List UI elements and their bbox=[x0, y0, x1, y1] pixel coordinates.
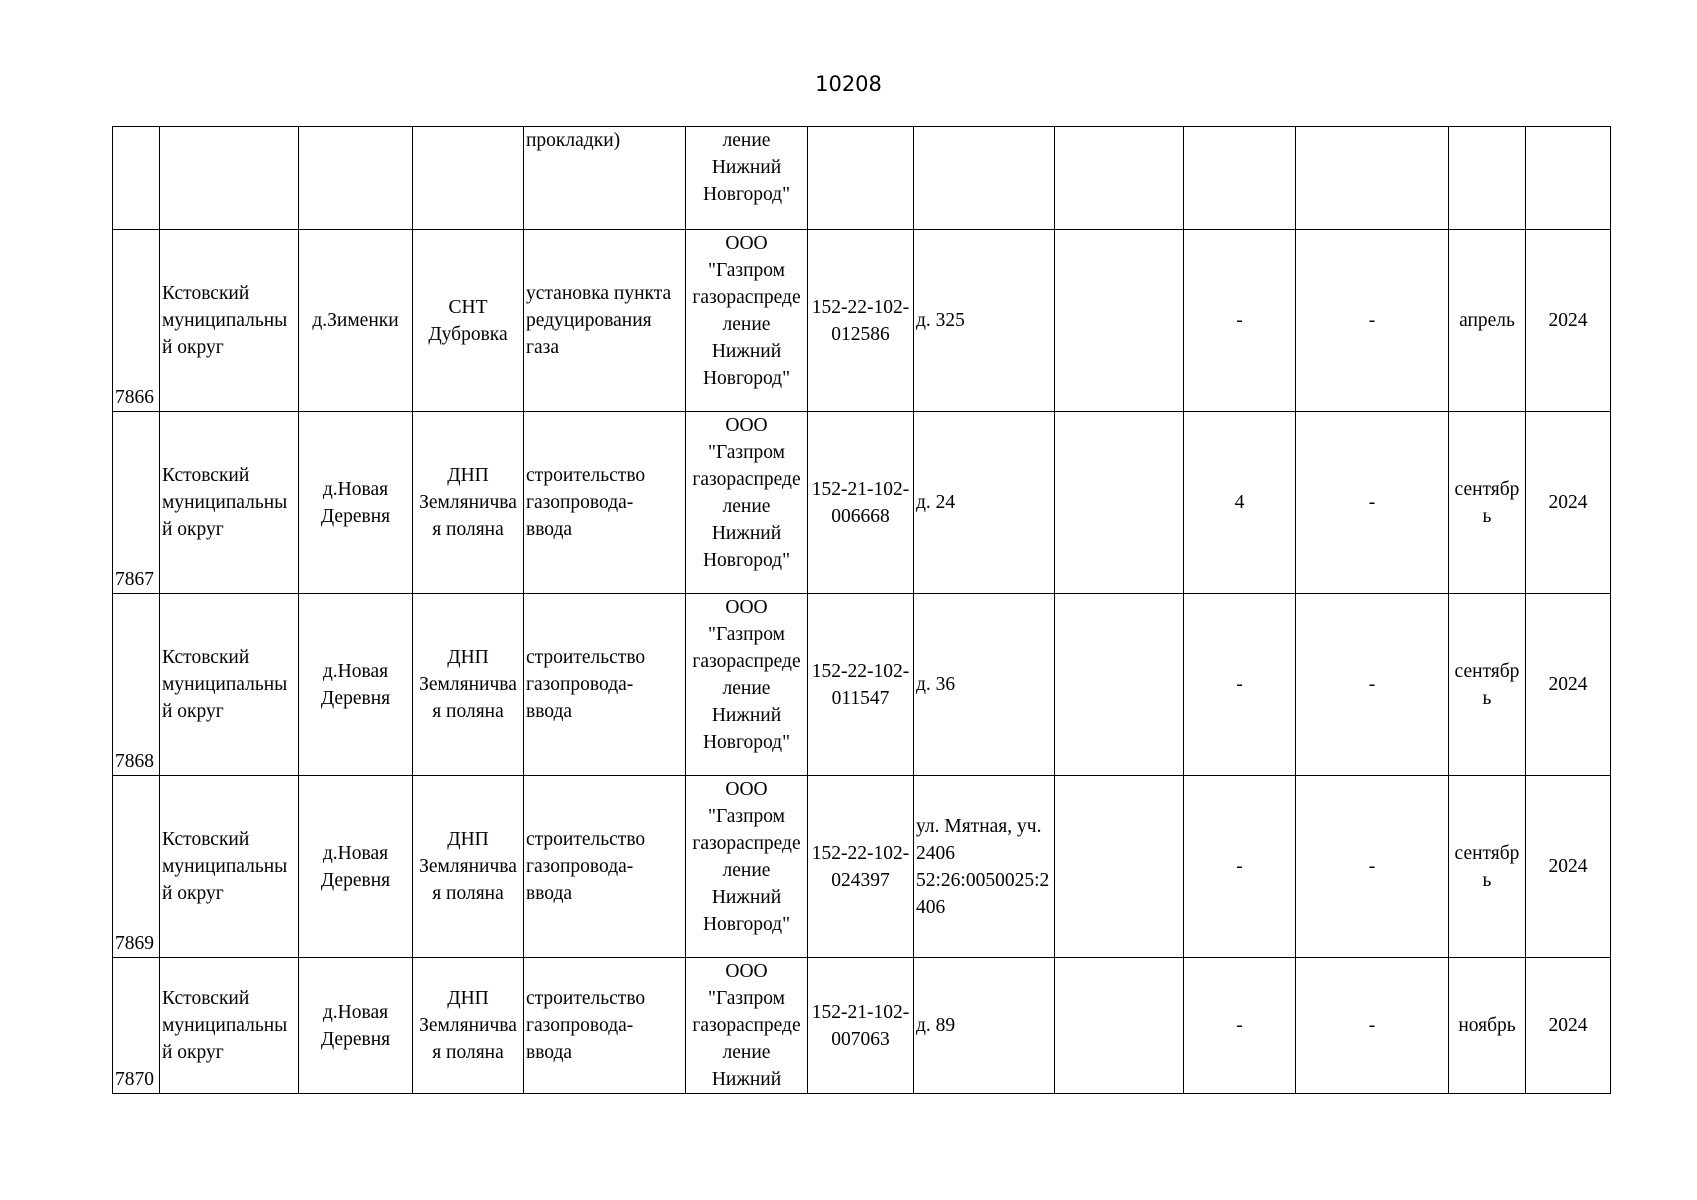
cell-org-line: Новгород" bbox=[702, 368, 791, 389]
cell-site-line: Земляничва bbox=[419, 1015, 517, 1036]
cell-settlement-line: Деревня bbox=[320, 1028, 391, 1050]
cell-work-line: редуцирования bbox=[526, 310, 652, 331]
cell-month-line: апрель bbox=[1459, 310, 1515, 331]
cell-work bbox=[524, 958, 686, 1094]
cell-address-line: 2406 bbox=[916, 842, 955, 864]
cell-code-line: 006668 bbox=[831, 505, 890, 527]
cell-org-line: Нижний bbox=[711, 705, 782, 726]
cell-org bbox=[686, 958, 808, 1094]
cell-site bbox=[413, 776, 524, 958]
cell-code bbox=[808, 776, 914, 958]
cell-col9 bbox=[1055, 958, 1184, 1094]
cell-work-line: газопровода- bbox=[526, 1015, 634, 1036]
cell-org-line: ление bbox=[722, 860, 771, 881]
cell-work-line: газопровода- bbox=[526, 674, 634, 695]
cell-site bbox=[413, 230, 524, 412]
cell-col11: - bbox=[1296, 776, 1449, 958]
cell-site-line: я поляна bbox=[432, 1042, 504, 1063]
cell-work-line: ввода bbox=[526, 519, 573, 540]
cell-site-line: ДНП bbox=[447, 647, 489, 668]
cell-address-line: д. 325 bbox=[916, 310, 965, 331]
cell-code-line: 152-22-102- bbox=[811, 660, 910, 682]
cell-code-line: 012586 bbox=[831, 323, 890, 345]
cell-address bbox=[914, 230, 1055, 412]
cell-org-line: газораспреде bbox=[692, 469, 801, 490]
cell-code-line: 024397 bbox=[831, 869, 890, 891]
cell-month-line: ноябрь bbox=[1458, 1015, 1516, 1036]
cell-num: 7867 bbox=[113, 412, 160, 594]
cell-district-line: й округ bbox=[162, 701, 224, 722]
cell-district-line: муниципальны bbox=[162, 310, 288, 331]
cell-org-line: Нижний bbox=[711, 887, 782, 908]
cell-address-line: д. 36 bbox=[916, 674, 956, 695]
cell-year bbox=[1526, 127, 1611, 230]
cell-col11: - bbox=[1296, 594, 1449, 776]
cell-district bbox=[160, 127, 299, 230]
cell-district-line: й округ bbox=[162, 337, 224, 358]
cell-org-line: ООО bbox=[725, 233, 768, 254]
cell-work-line: ввода bbox=[526, 883, 573, 904]
cell-org-line: Новгород" bbox=[702, 914, 791, 935]
cell-work-line: ввода bbox=[526, 701, 573, 722]
table-body bbox=[113, 127, 1611, 1094]
cell-district-line: Кстовский bbox=[162, 283, 250, 304]
cell-col10: - bbox=[1184, 594, 1296, 776]
cell-district bbox=[160, 958, 299, 1094]
cell-org bbox=[686, 776, 808, 958]
cell-work-line: установка пункта bbox=[526, 283, 672, 304]
cell-work bbox=[524, 776, 686, 958]
cell-num bbox=[113, 127, 160, 230]
table-row bbox=[113, 958, 1611, 1094]
table-row-continued bbox=[113, 127, 1611, 230]
cell-org-line: Нижний bbox=[711, 341, 782, 362]
cell-site bbox=[413, 127, 524, 230]
cell-org-line: газораспреде bbox=[692, 287, 801, 308]
cell-month-line: ь bbox=[1482, 687, 1492, 709]
cell-col10 bbox=[1184, 127, 1296, 230]
cell-org-line: "Газпром bbox=[707, 260, 785, 281]
cell-site-line: ДНП bbox=[447, 829, 489, 850]
cell-district bbox=[160, 594, 299, 776]
cell-site bbox=[413, 412, 524, 594]
cell-num: 7869 bbox=[113, 776, 160, 958]
cell-site bbox=[413, 594, 524, 776]
cell-settlement bbox=[299, 958, 413, 1094]
cell-district-line: Кстовский bbox=[162, 465, 250, 486]
cell-month bbox=[1449, 230, 1526, 412]
cell-site bbox=[413, 958, 524, 1094]
cell-address bbox=[914, 594, 1055, 776]
cell-code bbox=[808, 958, 914, 1094]
cell-month bbox=[1449, 412, 1526, 594]
cell-district bbox=[160, 776, 299, 958]
cell-settlement bbox=[299, 230, 413, 412]
cell-site-line: СНТ bbox=[448, 296, 488, 318]
cell-org-line: "Газпром bbox=[707, 624, 785, 645]
cell-org-line: ление bbox=[722, 678, 771, 699]
cell-work bbox=[524, 412, 686, 594]
cell-work-line: строительство bbox=[526, 465, 646, 486]
cell-org bbox=[686, 127, 808, 230]
cell-district-line: Кстовский bbox=[162, 829, 250, 850]
org-line: Новгород" bbox=[702, 184, 791, 205]
org-line: ление bbox=[722, 130, 771, 151]
cell-org-line: Новгород" bbox=[702, 550, 791, 571]
cell-col9 bbox=[1055, 230, 1184, 412]
cell-district-line: й округ bbox=[162, 883, 224, 904]
cell-work-line: строительство bbox=[526, 829, 646, 850]
cell-month bbox=[1449, 127, 1526, 230]
cell-org-line: газораспреде bbox=[692, 833, 801, 854]
cell-address-line: ул. Мятная, уч. bbox=[916, 815, 1042, 837]
cell-district-line: муниципальны bbox=[162, 1015, 288, 1036]
cell-org-line: ООО bbox=[725, 779, 768, 800]
cell-site-line: Земляничва bbox=[419, 492, 517, 513]
cell-work-line: строительство bbox=[526, 988, 646, 1009]
table-row bbox=[113, 412, 1611, 594]
cell-site-line: Земляничва bbox=[419, 856, 517, 877]
cell-address bbox=[914, 776, 1055, 958]
cell-org-line: ООО bbox=[725, 597, 768, 618]
cell-district-line: й округ bbox=[162, 1042, 224, 1063]
cell-org bbox=[686, 594, 808, 776]
cell-col10: - bbox=[1184, 958, 1296, 1094]
cell-district-line: муниципальны bbox=[162, 492, 288, 513]
cell-col10: - bbox=[1184, 230, 1296, 412]
cell-col9 bbox=[1055, 412, 1184, 594]
cell-org-line: ООО bbox=[725, 415, 768, 436]
cell-org-line: Нижний bbox=[711, 1069, 782, 1090]
page-number: 10208 bbox=[815, 72, 882, 96]
cell-month-line: сентябр bbox=[1454, 842, 1520, 864]
cell-col11 bbox=[1296, 127, 1449, 230]
cell-district-line: Кстовский bbox=[162, 647, 250, 668]
cell-address-line: д. 89 bbox=[916, 1015, 956, 1036]
cell-site-line: ДНП bbox=[447, 465, 489, 486]
cell-col11: - bbox=[1296, 412, 1449, 594]
cell-district-line: Кстовский bbox=[162, 988, 250, 1009]
cell-district bbox=[160, 230, 299, 412]
cell-address bbox=[914, 127, 1055, 230]
cell-code-line: 152-22-102- bbox=[811, 842, 910, 864]
cell-org-line: газораспреде bbox=[692, 1015, 801, 1036]
cell-district-line: муниципальны bbox=[162, 856, 288, 877]
cell-month-line: ь bbox=[1482, 869, 1492, 891]
cell-settlement-line: д.Новая bbox=[322, 1001, 389, 1023]
cell-col9 bbox=[1055, 776, 1184, 958]
cell-month bbox=[1449, 958, 1526, 1094]
cell-org-line: ление bbox=[722, 496, 771, 517]
cell-code-line: 152-21-102- bbox=[811, 478, 910, 500]
cell-org-line: "Газпром bbox=[707, 442, 785, 463]
cell-org bbox=[686, 230, 808, 412]
cell-month bbox=[1449, 776, 1526, 958]
cell-org-line: Нижний bbox=[711, 523, 782, 544]
cell-address-line: 406 bbox=[916, 896, 946, 918]
cell-month-line: ь bbox=[1482, 505, 1492, 527]
cell-code-line: 011547 bbox=[831, 687, 890, 709]
cell-month-line: сентябр bbox=[1454, 478, 1520, 500]
cell-code bbox=[808, 412, 914, 594]
cell-num: 7870 bbox=[113, 958, 160, 1094]
cell-address bbox=[914, 958, 1055, 1094]
cell-work-line: газа bbox=[526, 337, 560, 358]
cell-year: 2024 bbox=[1526, 958, 1611, 1094]
cell-settlement-line: д.Новая bbox=[322, 660, 389, 682]
cell-work bbox=[524, 230, 686, 412]
cell-settlement bbox=[299, 776, 413, 958]
cell-site-line: Дубровка bbox=[428, 323, 508, 345]
cell-code bbox=[808, 127, 914, 230]
cell-num: 7868 bbox=[113, 594, 160, 776]
cell-work-line: газопровода- bbox=[526, 856, 634, 877]
cell-code-line: 152-21-102- bbox=[811, 1001, 910, 1023]
cell-code-line: 007063 bbox=[831, 1028, 890, 1050]
cell-site-line: Земляничва bbox=[419, 674, 517, 695]
cell-site-line: я поляна bbox=[432, 701, 504, 722]
table-row bbox=[113, 594, 1611, 776]
cell-col9 bbox=[1055, 594, 1184, 776]
cell-settlement-line: Деревня bbox=[320, 869, 391, 891]
cell-col10: 4 bbox=[1184, 412, 1296, 594]
table-row bbox=[113, 230, 1611, 412]
cell-work-line: ввода bbox=[526, 1042, 573, 1063]
cell-org bbox=[686, 412, 808, 594]
cell-month bbox=[1449, 594, 1526, 776]
cell-address-line: 52:26:0050025:2 bbox=[916, 869, 1050, 891]
cell-work: прокладки) bbox=[524, 127, 686, 230]
cell-org-line: газораспреде bbox=[692, 651, 801, 672]
cell-settlement bbox=[299, 127, 413, 230]
cell-org-line: "Газпром bbox=[707, 806, 785, 827]
table-row bbox=[113, 776, 1611, 958]
cell-code bbox=[808, 594, 914, 776]
cell-col9 bbox=[1055, 127, 1184, 230]
cell-district bbox=[160, 412, 299, 594]
cell-col11: - bbox=[1296, 958, 1449, 1094]
cell-work-line: газопровода- bbox=[526, 492, 634, 513]
cell-settlement-line: Деревня bbox=[320, 505, 391, 527]
cell-year: 2024 bbox=[1526, 594, 1611, 776]
cell-address-line: д. 24 bbox=[916, 492, 956, 513]
cell-org-line: ление bbox=[722, 1042, 771, 1063]
cell-org-line: "Газпром bbox=[707, 988, 785, 1009]
cell-settlement-line: д.Новая bbox=[322, 842, 389, 864]
cell-year: 2024 bbox=[1526, 230, 1611, 412]
gasification-table bbox=[112, 126, 1611, 1094]
cell-col11: - bbox=[1296, 230, 1449, 412]
cell-settlement-line: д.Новая bbox=[322, 478, 389, 500]
cell-year: 2024 bbox=[1526, 412, 1611, 594]
cell-code-line: 152-22-102- bbox=[811, 296, 910, 318]
cell-settlement bbox=[299, 412, 413, 594]
cell-month-line: сентябр bbox=[1454, 660, 1520, 682]
cell-org-line: Новгород" bbox=[702, 732, 791, 753]
cell-work bbox=[524, 594, 686, 776]
cell-settlement-line: Деревня bbox=[320, 687, 391, 709]
cell-site-line: я поляна bbox=[432, 519, 504, 540]
cell-code bbox=[808, 230, 914, 412]
org-line: Нижний bbox=[711, 157, 782, 178]
cell-district-line: й округ bbox=[162, 519, 224, 540]
cell-year: 2024 bbox=[1526, 776, 1611, 958]
cell-address bbox=[914, 412, 1055, 594]
cell-col10: - bbox=[1184, 776, 1296, 958]
cell-district-line: муниципальны bbox=[162, 674, 288, 695]
cell-num: 7866 bbox=[113, 230, 160, 412]
cell-org-line: ООО bbox=[725, 961, 768, 982]
cell-site-line: ДНП bbox=[447, 988, 489, 1009]
cell-settlement bbox=[299, 594, 413, 776]
cell-site-line: я поляна bbox=[432, 883, 504, 904]
cell-settlement-line: д.Зименки bbox=[312, 310, 399, 331]
cell-org-line: ление bbox=[722, 314, 771, 335]
cell-work-line: строительство bbox=[526, 647, 646, 668]
